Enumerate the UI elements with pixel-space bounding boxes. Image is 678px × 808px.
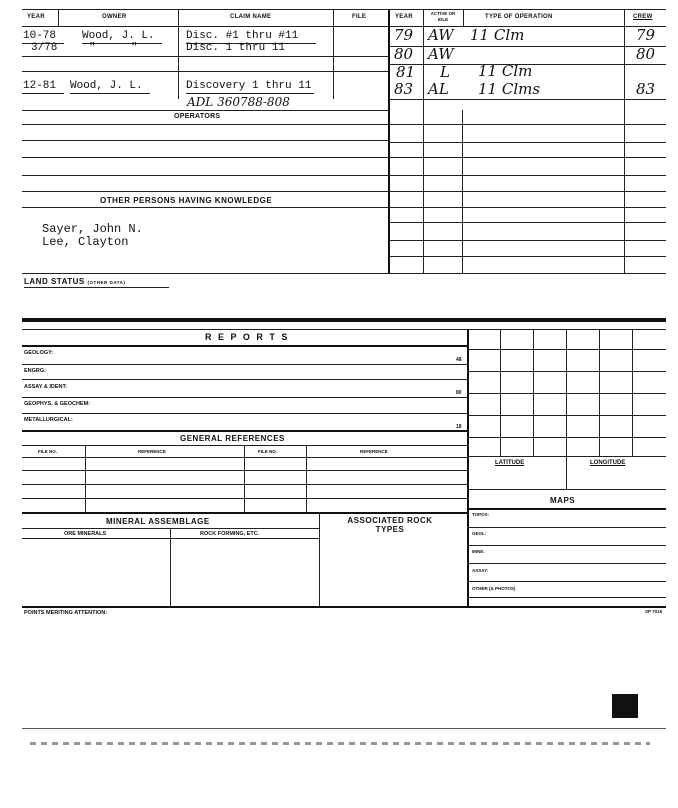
op-status: L [440,63,450,81]
scan-mark [612,694,638,718]
person: Lee, Clayton [42,235,129,249]
col-reference: REFERENCE [360,449,388,454]
divider [306,445,307,512]
row-line [22,379,467,380]
underline [70,93,150,94]
divider [319,512,320,607]
map-item: MINE: [472,549,485,554]
row-line [388,256,666,257]
top-border [22,9,666,10]
row-line [22,470,467,471]
grid-line [566,329,567,489]
row-line [22,191,388,192]
scan-noise [30,742,650,745]
row-line [22,71,388,72]
claim-name-header: CLAIM NAME [230,14,272,20]
col-file-no: FILE NO. [38,449,57,454]
claim-owner: Wood, J. L. [70,80,143,92]
claim-name: Disc. #1 thru #11 [186,30,299,42]
row-line [22,110,388,111]
associated-rock-types: ASSOCIATED ROCK TYPES [347,516,433,534]
divider [333,9,334,99]
claim-year: 10-78 [23,30,57,42]
report-label: GEOPHYS. & GEOCHEM: [24,401,91,407]
claim-name: Discovery 1 thru 11 [186,80,312,92]
row-line [22,484,467,485]
col-file-no: FILE NO. [258,449,277,454]
op-status: AL [428,80,449,98]
op-year: 79 [394,26,414,44]
row-line [22,413,467,414]
divider [244,445,245,512]
row-line [22,273,666,274]
row-line [388,124,666,125]
file-header: FILE [352,14,367,20]
divider [85,445,86,512]
report-label: GEOLOGY: [24,350,54,356]
grid-line [467,393,666,394]
divider [170,528,171,607]
row-line [22,175,388,176]
row-line [22,397,467,398]
row-line [22,538,319,539]
year-header: YEAR [27,14,45,20]
row-line [388,157,666,158]
op-status: AW [428,26,454,44]
report-num: 80 [456,390,462,396]
scan-line [22,728,666,729]
divider [178,9,179,99]
claim-year: 3/78 [31,42,58,54]
maps-title: MAPS [550,496,576,505]
map-item: TOPOS: [472,512,490,517]
op-type: 11 Clms [478,80,541,98]
grid-line [467,371,666,372]
header-bottom-border [22,26,666,27]
adl-handwritten: ADL 360788-808 [187,95,290,109]
divider [58,9,59,26]
op-year: 80 [394,45,414,63]
op-crew: 79 [636,26,656,44]
land-status-text: LAND STATUS [24,277,85,286]
op-year: 81 [396,63,416,81]
row-line [22,345,467,347]
grid-line [467,456,666,457]
crew-header: CREW [633,14,653,20]
op-status: AW [428,45,454,63]
grid-line [467,349,666,350]
row-line [22,157,388,158]
row-line [22,124,388,125]
op-type: 11 Clm [478,62,533,80]
report-label: ENGRG: [24,368,46,374]
claim-owner-ditto: " [131,42,138,54]
row-line [467,563,666,564]
underline [22,93,64,94]
ore-minerals-label: ORE MINERALS [64,531,107,537]
row-line [22,364,467,365]
land-status-label [24,277,125,286]
divider [388,9,390,273]
row-line [467,597,666,598]
row-line [467,545,666,546]
type-of-operation-header: TYPE OF OPERATION [485,14,553,20]
underline [24,287,169,288]
row-line [467,508,666,510]
owner-header: OWNER [102,14,127,20]
year2-header: YEAR [395,14,413,20]
row-line [22,207,388,208]
row-line [22,430,467,432]
op-crew: 80 [636,45,656,63]
col-reference: REFERENCE [138,449,166,454]
divider [463,9,464,26]
row-line [22,140,388,141]
map-item: ASSAY: [472,568,489,573]
latitude-label: LATITUDE [495,460,525,466]
row-line [388,99,666,100]
reports-top [22,329,666,330]
rock-forming-label: ROCK FORMING, ETC. [200,531,260,537]
op-year: 83 [394,80,414,98]
mineral-assemblage-title: MINERAL ASSEMBLAGE [106,517,210,526]
reports-title: R E P O R T S [205,332,290,342]
row-line [388,222,666,223]
row-line [22,498,467,499]
claim-owner: Wood, J. L. [82,30,155,42]
row-line [388,191,666,192]
row-line [467,527,666,528]
map-item: OTHER (& PHOTOS) [472,586,516,591]
op-crew: 83 [636,80,656,98]
grid-line [467,415,666,416]
row-line [388,240,666,241]
active-idle-header: ACTIVE OR IDLE [430,11,456,22]
general-references-title: GENERAL REFERENCES [180,434,285,443]
points-meriting-label: POINTS MERITING ATTENTION: [24,610,108,616]
claim-year: 12-81 [23,80,57,92]
land-status-sub: (OTHER DATA) [87,280,126,285]
bottom-border [22,606,666,608]
row-line [388,175,666,176]
row-line [388,142,666,143]
claim-name: Disc. 1 thru 11 [186,42,286,54]
report-label: ASSAY & IDENT: [24,384,68,390]
person: Sayer, John N. [42,222,143,236]
report-num: 18 [456,424,462,430]
op-type: 11 Clm [470,26,525,44]
row-line [22,512,467,514]
report-num: 48 [456,357,462,363]
grid-line [467,437,666,438]
row-line [22,56,388,57]
longitude-label: LONGITUDE [590,460,626,466]
row-line [467,581,666,582]
map-item: GEOL: [472,531,487,536]
divider [423,9,424,273]
row-line [22,457,467,458]
form-id: SP 7015 [645,609,663,614]
operators-label: OPERATORS [174,113,221,120]
underline [186,93,314,94]
grid-line [467,489,666,490]
report-label: METALLURGICAL: [24,417,73,423]
row-line [388,207,666,208]
thick-separator [22,318,666,322]
claim-owner: " [89,42,96,54]
divider [624,9,625,273]
other-persons-label: OTHER PERSONS HAVING KNOWLEDGE [100,196,273,205]
